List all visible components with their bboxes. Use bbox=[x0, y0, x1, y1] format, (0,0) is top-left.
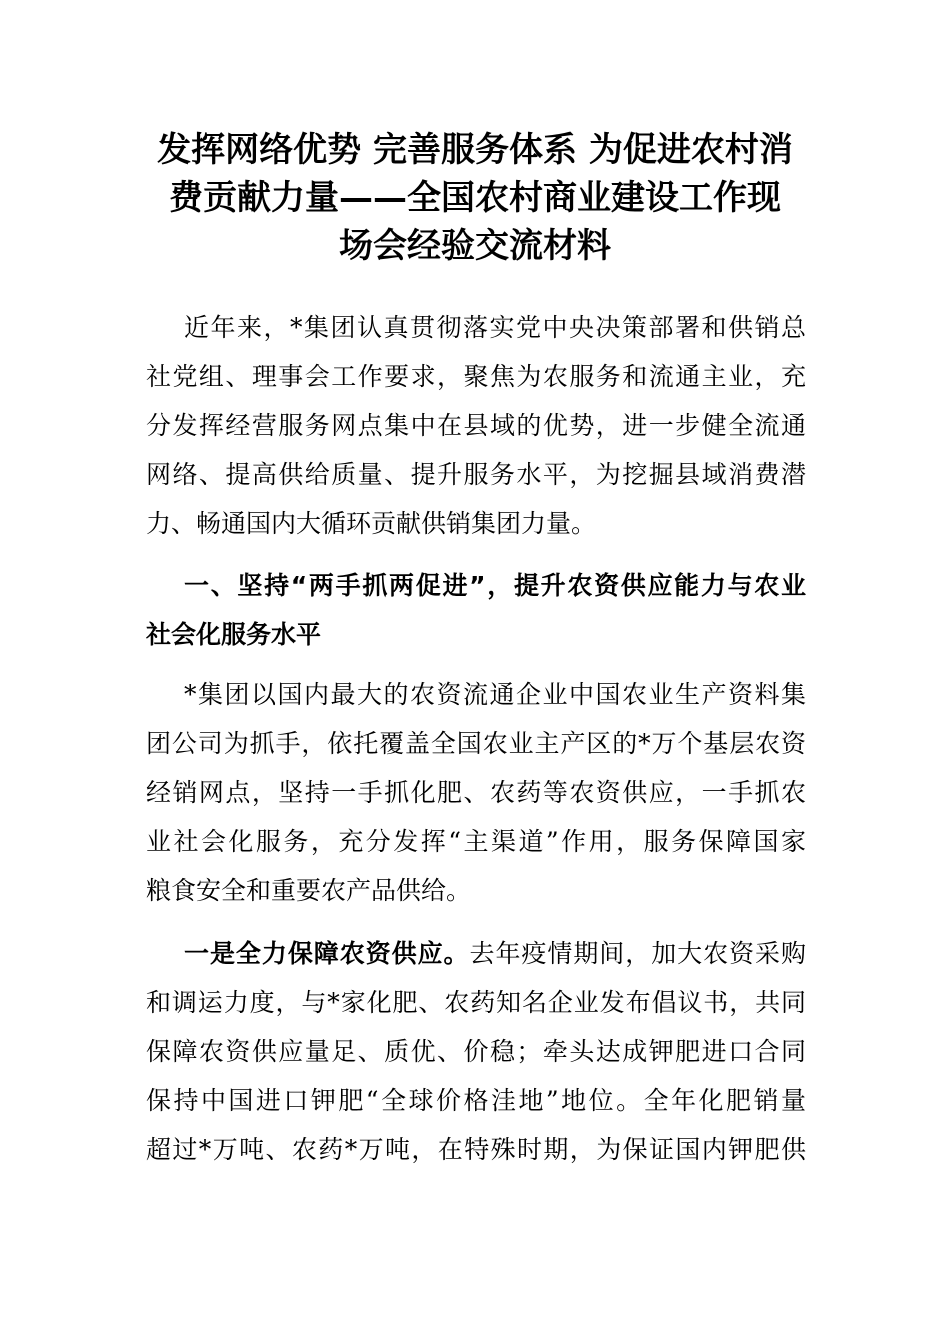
supply-paragraph bbox=[146, 929, 806, 1174]
title-line: 场会经验交流材料 bbox=[339, 226, 611, 266]
paragraph-line: 社党组、理事会工作要求，聚焦为农服务和流通主业，充 bbox=[146, 362, 806, 391]
paragraph-line: 业社会化服务，充分发挥“主渠道”作用，服务保障国家 bbox=[146, 827, 806, 856]
paragraph-line: 近年来，*集团认真贯彻落实党中央决策部署和供销总 bbox=[184, 313, 806, 342]
paragraph-line: 分发挥经营服务网点集中在县域的优势，进一步健全流通 bbox=[146, 411, 806, 440]
paragraph-line: 和调运力度，与*家化肥、农药知名企业发布倡议书，共同 bbox=[146, 988, 806, 1017]
section-heading-1 bbox=[146, 561, 806, 659]
paragraph-line: 保持中国进口钾肥“全球价格洼地”地位。全年化肥销量 bbox=[146, 1086, 806, 1115]
intro-paragraph bbox=[146, 303, 806, 548]
paragraph-line: 保障农资供应量足、质优、价稳；牵头达成钾肥进口合同 bbox=[146, 1037, 806, 1066]
title-line: 发挥网络优势 完善服务体系 为促进农村消 bbox=[157, 130, 793, 170]
paragraph-line: 团公司为抓手，依托覆盖全国农业主产区的*万个基层农资 bbox=[146, 729, 806, 758]
paragraph-line: 力、畅通国内大循环贡献供销集团力量。 bbox=[146, 509, 597, 538]
document-title bbox=[140, 126, 810, 270]
paragraph-line: 经销网点，坚持一手抓化肥、农药等农资供应，一手抓农 bbox=[146, 778, 806, 807]
section-1-paragraph bbox=[146, 670, 806, 915]
paragraph-line: 超过*万吨、农药*万吨，在特殊时期，为保证国内钾肥供 bbox=[146, 1135, 806, 1164]
paragraph-lead: 一是全力保障农资供应。 bbox=[184, 939, 470, 968]
paragraph-line-rest: 去年疫情期间，加大农资采购 bbox=[469, 939, 806, 968]
heading-line: 社会化服务水平 bbox=[146, 620, 322, 649]
paragraph-line: 网络、提高供给质量、提升服务水平，为挖掘县域消费潜 bbox=[146, 460, 806, 489]
paragraph-line bbox=[146, 929, 806, 978]
paragraph-line: *集团以国内最大的农资流通企业中国农业生产资料集 bbox=[184, 680, 806, 709]
title-line: 费贡献力量——全国农村商业建设工作现 bbox=[169, 178, 781, 218]
heading-line: 一、坚持“两手抓两促进”，提升农资供应能力与农业 bbox=[184, 571, 806, 600]
paragraph-line: 粮食安全和重要农产品供给。 bbox=[146, 876, 472, 905]
